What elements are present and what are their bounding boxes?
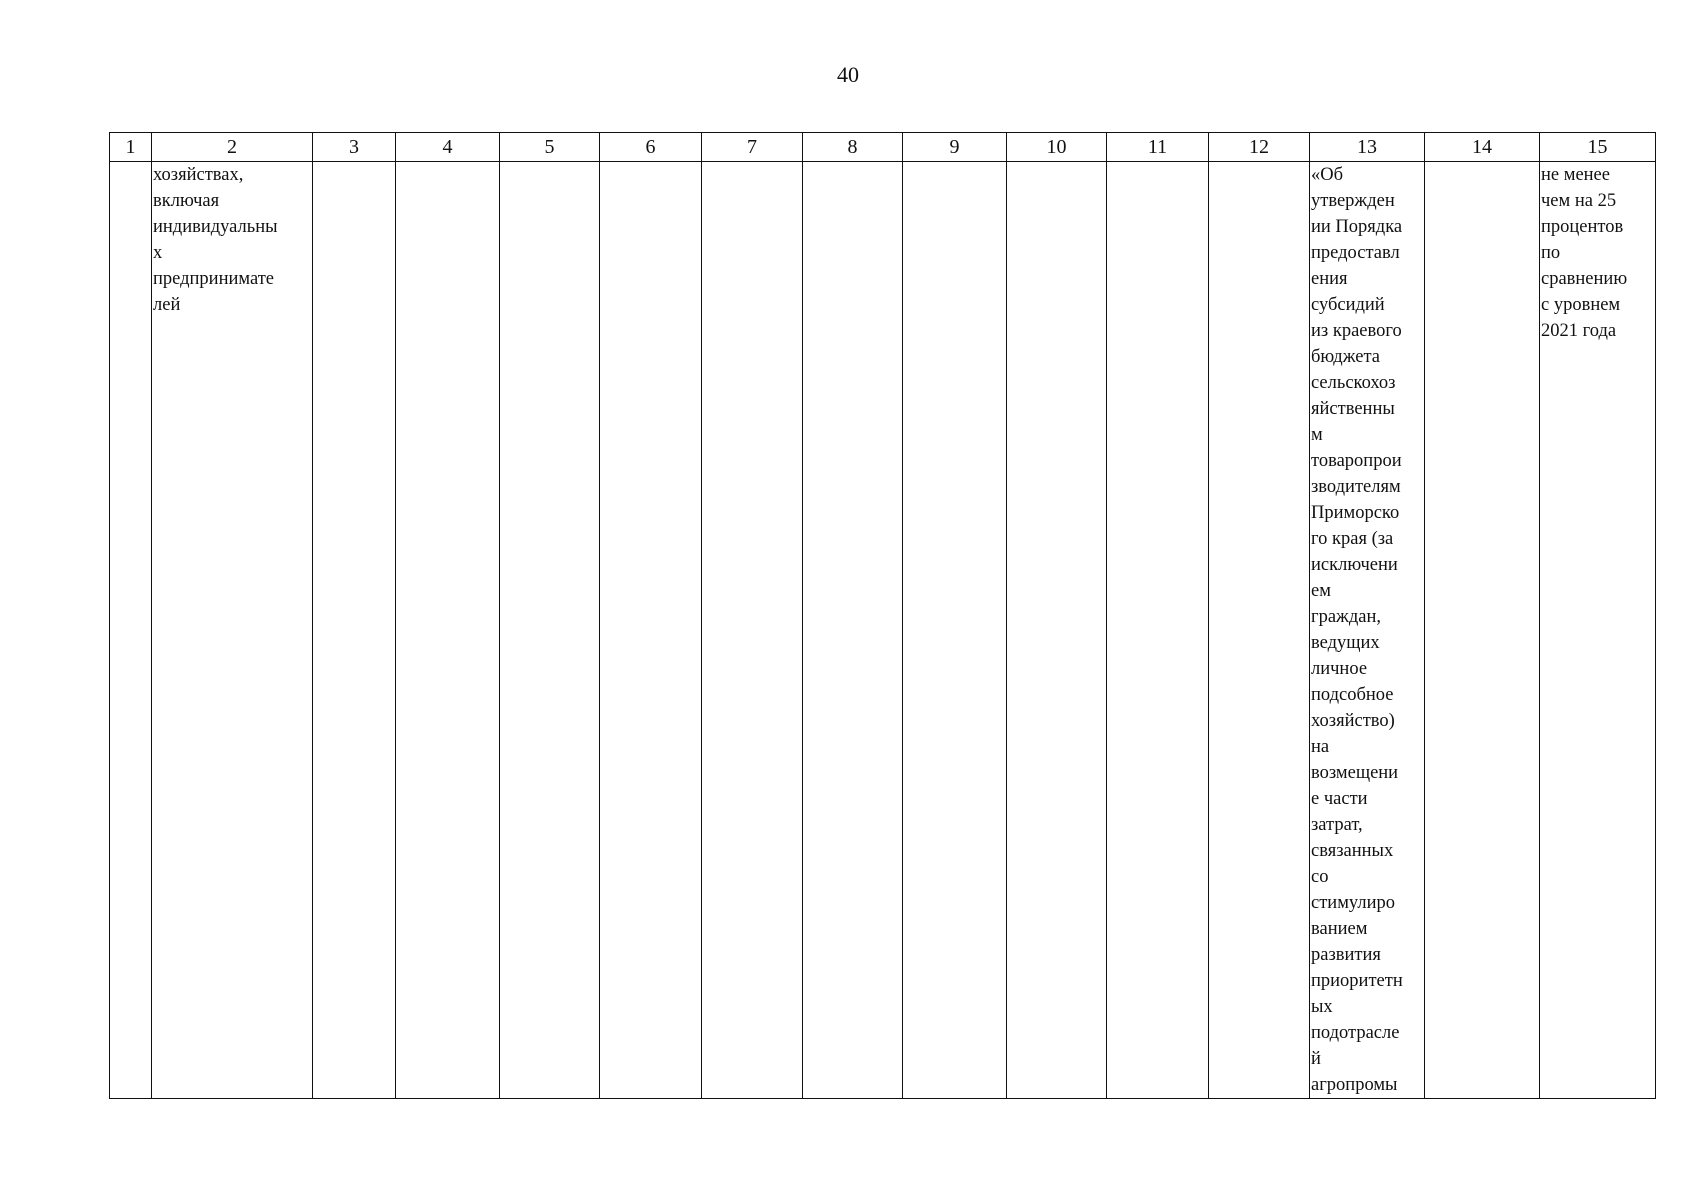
table-cell-col12 xyxy=(1209,162,1310,1099)
table-cell-col7 xyxy=(702,162,803,1099)
cell-text-line: связанных xyxy=(1311,841,1394,861)
column-header: 13 xyxy=(1310,133,1425,162)
table-cell-col10 xyxy=(1007,162,1107,1099)
column-header: 7 xyxy=(702,133,803,162)
cell-text-line: не менее xyxy=(1541,165,1610,185)
cell-text-line: субсидий xyxy=(1311,295,1385,315)
cell-text-line: й xyxy=(1311,1049,1321,1069)
cell-text-line: предпринимате xyxy=(153,269,274,289)
cell-text-line: сельскохоз xyxy=(1311,373,1396,393)
cell-text-line: чем на 25 xyxy=(1541,191,1617,211)
cell-text-line: хозяйство) xyxy=(1311,711,1395,731)
cell-text-line: го края (за xyxy=(1311,529,1394,549)
column-header: 5 xyxy=(500,133,600,162)
cell-text-line: на xyxy=(1311,737,1330,757)
cell-text-line: сравнению xyxy=(1541,269,1628,289)
column-header: 2 xyxy=(152,133,313,162)
cell-text-line: исключени xyxy=(1311,555,1398,575)
cell-text-line: затрат, xyxy=(1311,815,1363,835)
cell-text-line: индивидуальны xyxy=(153,217,278,237)
table-cell-col4 xyxy=(396,162,500,1099)
table-cell-col2 xyxy=(152,162,313,1099)
column-header: 3 xyxy=(313,133,396,162)
table-cell-col11 xyxy=(1107,162,1209,1099)
cell-text-line: 2021 года xyxy=(1541,321,1617,341)
data-table xyxy=(109,132,1656,1099)
cell-text-line: яйственны xyxy=(1311,399,1395,419)
column-header: 10 xyxy=(1007,133,1107,162)
column-header: 14 xyxy=(1425,133,1540,162)
cell-text-line: процентов xyxy=(1541,217,1624,237)
cell-text-line: агропромы xyxy=(1311,1075,1398,1095)
cell-text-line: приоритетн xyxy=(1311,971,1403,991)
cell-text-line: подотрасле xyxy=(1311,1023,1400,1043)
table-cell-col15 xyxy=(1540,162,1656,1099)
column-header: 9 xyxy=(903,133,1007,162)
cell-text-line: граждан, xyxy=(1311,607,1381,627)
table-cell-col13 xyxy=(1310,162,1425,1099)
cell-text-line: ения xyxy=(1311,269,1348,289)
column-header: 4 xyxy=(396,133,500,162)
column-header: 6 xyxy=(600,133,702,162)
col2-text xyxy=(152,162,312,318)
column-header: 11 xyxy=(1107,133,1209,162)
table-row xyxy=(110,162,1656,1099)
column-header: 1 xyxy=(110,133,152,162)
cell-text-line: предоставл xyxy=(1311,243,1400,263)
cell-text-line: м xyxy=(1311,425,1323,445)
cell-text-line: ведущих xyxy=(1311,633,1380,653)
cell-text-line: по xyxy=(1541,243,1561,263)
cell-text-line: лей xyxy=(153,295,181,315)
cell-text-line: ых xyxy=(1311,997,1333,1017)
cell-text-line: из краевого xyxy=(1311,321,1402,341)
table-cell-col1 xyxy=(110,162,152,1099)
cell-text-line: товаропрои xyxy=(1311,451,1402,471)
column-header: 15 xyxy=(1540,133,1656,162)
cell-text-line: с уровнем xyxy=(1541,295,1621,315)
cell-text-line: ем xyxy=(1311,581,1331,601)
table-cell-col9 xyxy=(903,162,1007,1099)
cell-text-line: подсобное xyxy=(1311,685,1394,705)
cell-text-line: со xyxy=(1311,867,1329,887)
cell-text-line: Приморско xyxy=(1311,503,1400,523)
page-number: 40 xyxy=(837,62,859,87)
cell-text-line: х xyxy=(153,243,163,263)
cell-text-line: возмещени xyxy=(1311,763,1399,783)
cell-text-line: стимулиро xyxy=(1311,893,1395,913)
cell-text-line: хозяйствах, xyxy=(153,165,244,185)
table-cell-col14 xyxy=(1425,162,1540,1099)
table-cell-col6 xyxy=(600,162,702,1099)
col15-text xyxy=(1540,162,1655,344)
cell-text-line: зводителям xyxy=(1311,477,1401,497)
column-header: 8 xyxy=(803,133,903,162)
cell-text-line: е части xyxy=(1311,789,1368,809)
cell-text-line: включая xyxy=(153,191,220,211)
cell-text-line: бюджета xyxy=(1311,347,1380,367)
table-header-row xyxy=(110,133,1656,162)
cell-text-line: развития xyxy=(1311,945,1381,965)
cell-text-line: ванием xyxy=(1311,919,1368,939)
table-cell-col8 xyxy=(803,162,903,1099)
cell-text-line: личное xyxy=(1311,659,1368,679)
cell-text-line: «Об xyxy=(1311,165,1344,185)
column-header: 12 xyxy=(1209,133,1310,162)
cell-text-line: утвержден xyxy=(1311,191,1395,211)
table-cell-col3 xyxy=(313,162,396,1099)
col13-text xyxy=(1310,162,1424,1098)
cell-text-line: ии Порядка xyxy=(1311,217,1403,237)
table-cell-col5 xyxy=(500,162,600,1099)
